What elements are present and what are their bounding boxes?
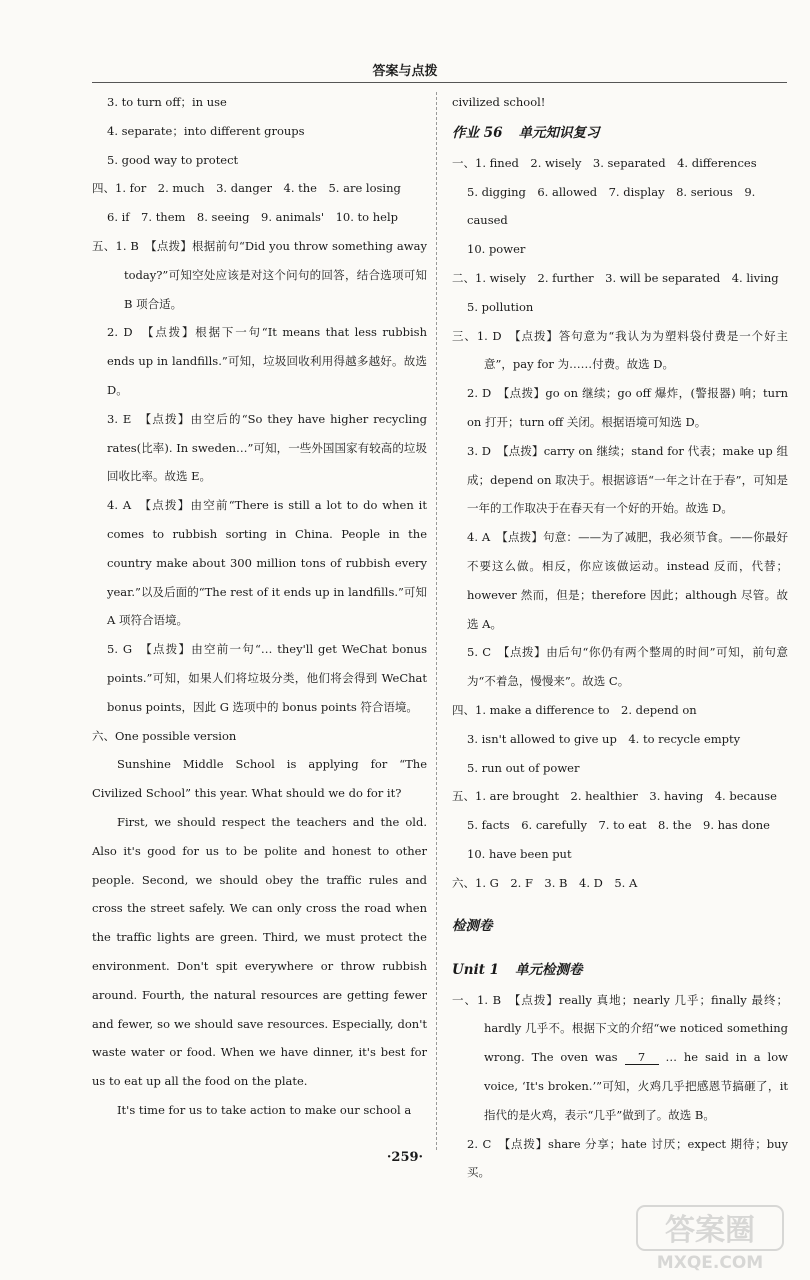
page-header-title: 答案与点拨 — [372, 64, 438, 79]
answer-explanation: 三、1. D 【点拨】答句意为“我认为为塑料袋付费是一个好主意”，pay for 为……付费。故选 D。 — [452, 328, 788, 372]
answer-explanation: 2. D 【点拨】根据下一句“It means that less rubbish ends up in landfills.”可知，垃圾回收利用得越多越好。故选 D。 — [107, 325, 427, 397]
answer-explanation: 2. C 【点拨】share 分享；hate 讨厌；expect 期待；buy 买。 — [467, 1136, 788, 1180]
explanation-text: 一、1. B 【点拨】really 真地；nearly 几乎；finally 最终；hardly 几乎不。根据下文的介绍“we noticed something wrong. The oven was — [452, 992, 788, 1065]
answer-line: 10. power — [467, 242, 526, 257]
homework-subtitle: 单元知识复习 — [518, 124, 600, 141]
homework-number: 作业 56 — [452, 124, 503, 141]
watermark-bottom-text: MXQE.COM — [656, 1253, 764, 1273]
answer-line: 5. digging 6. allowed 7. display 8. serious 9. caused — [467, 184, 756, 228]
answer-explanation: 3. E 【点拨】由空后的“So they have higher recycling rates(比率). In sweden…”可知，一些外国国家有较高的垃圾回收比率。故选 E。 — [107, 411, 427, 484]
answer-line: 6. if 7. them 8. seeing 9. animals' 10. to help — [107, 210, 398, 225]
blank-number: 7 — [625, 1050, 659, 1065]
homework-title — [452, 117, 788, 149]
answer-line: 3. isn't allowed to give up 4. to recycle empty — [467, 731, 741, 746]
watermark-top-text: 答案圈 — [665, 1213, 755, 1248]
answer-line: 五、1. are brought 2. healthier 3. having 4. because — [452, 789, 777, 804]
answer-line: 5. facts 6. carefully 7. to eat 8. the 9. has done — [467, 818, 770, 833]
column-divider — [436, 92, 437, 1150]
essay-paragraph: It's time for us to take action to make our school a — [117, 1102, 412, 1117]
explanation-text: … he said in a low voice, ‘It's broken.’”可知，火鸡几乎把感恩节搞砸了，it 指代的是火鸡，表示“几乎”做到了。故选 B。 — [484, 1050, 789, 1122]
header-rule — [92, 82, 787, 83]
watermark-logo — [635, 1202, 785, 1274]
unit-name: Unit 1 — [452, 961, 500, 978]
answer-line: 六、1. G 2. F 3. B 4. D 5. A — [452, 875, 638, 890]
answer-explanation: 五、1. B 【点拨】根据前句“Did you throw something away today?”可知空处应该是对这个问句的回答，结合选项可知 B 项合适。 — [92, 238, 427, 311]
answer-explanation: 4. A 【点拨】由空前“There is still a lot to do when it comes to rubbish sorting in China. People in the country make about 300 million tons of rubbish every year.”以及后面的“The rest of it ends up in landfills.”可知 A 项符合语境。 — [107, 498, 427, 628]
answer-line: 二、1. wisely 2. further 3. will be separated 4. living — [452, 270, 779, 285]
right-column — [452, 88, 788, 1187]
answer-explanation: 2. D 【点拨】go on 继续；go off 爆炸，(警报器) 响；turn on 打开；turn off 关闭。根据语境可知选 D。 — [467, 386, 788, 429]
essay-paragraph: Sunshine Middle School is applying for “The Civilized School” this year. What should we do for it? — [92, 757, 427, 801]
answer-explanation — [452, 986, 788, 1130]
answer-line: 四、1. for 2. much 3. danger 4. the 5. are losing — [92, 181, 401, 196]
answer-line: 5. good way to protect — [107, 152, 239, 167]
answer-explanation: 5. G 【点拨】由空前一句“… they'll get WeChat bonus points.”可知，如果人们将垃圾分类，他们将会得到 WeChat bonus points，因此 G 选项中的 bonus points 符合语境。 — [107, 642, 427, 714]
answer-line: 10. have been put — [467, 846, 572, 861]
answer-line: 一、1. fined 2. wisely 3. separated 4. differences — [452, 155, 757, 170]
left-column — [92, 88, 427, 1125]
essay-paragraph: First, we should respect the teachers and the old. Also it's good for us to be polite and honest to other people. Second, we should obey the traffic rules and cross the street safely. We can only cross the road when the traffic lights are green. Third, we must protect the environment. Don't spit everywhere or throw rubbish around. Fourth, the natural resources are getting fewer and fewer, so we should save resources. Especially, don't waste water or food. When we have dinner, it's best for us to eat up all the food on the plate. — [92, 814, 427, 1089]
test-section-title: 检测卷 — [452, 917, 493, 934]
answer-line: 4. separate；into different groups — [107, 123, 305, 138]
unit-title — [452, 954, 788, 986]
answer-explanation: 3. D 【点拨】carry on 继续；stand for 代表；make up 组成；depend on 取决于。根据谚语“一年之计在于春”，可知是一年的工作取决于在春天有一个好的开始。故选 D。 — [467, 443, 788, 516]
unit-subtitle: 单元检测卷 — [515, 961, 583, 978]
watermark-logo-icon — [635, 1202, 785, 1274]
answer-line: 四、1. make a difference to 2. depend on — [452, 702, 697, 717]
answer-line: 3. to turn off；in use — [107, 95, 227, 109]
answer-line: 5. run out of power — [467, 760, 580, 775]
answer-explanation: 4. A 【点拨】句意：——为了减肥，我必须节食。——你最好不要这么做。相反，你应该做运动。instead 反而，代替；however 然而，但是；therefore 因此；although 尽管。故选 A。 — [467, 530, 788, 631]
section-heading: 六、One possible version — [92, 728, 237, 743]
page-number: ·259· — [386, 1150, 424, 1165]
answer-line: 5. pollution — [467, 299, 534, 314]
answer-line: civilized school! — [452, 95, 546, 109]
answer-explanation: 5. C 【点拨】由后句“你仍有两个整周的时间”可知，前句意为“不着急，慢慢来”。故选 C。 — [467, 645, 788, 689]
